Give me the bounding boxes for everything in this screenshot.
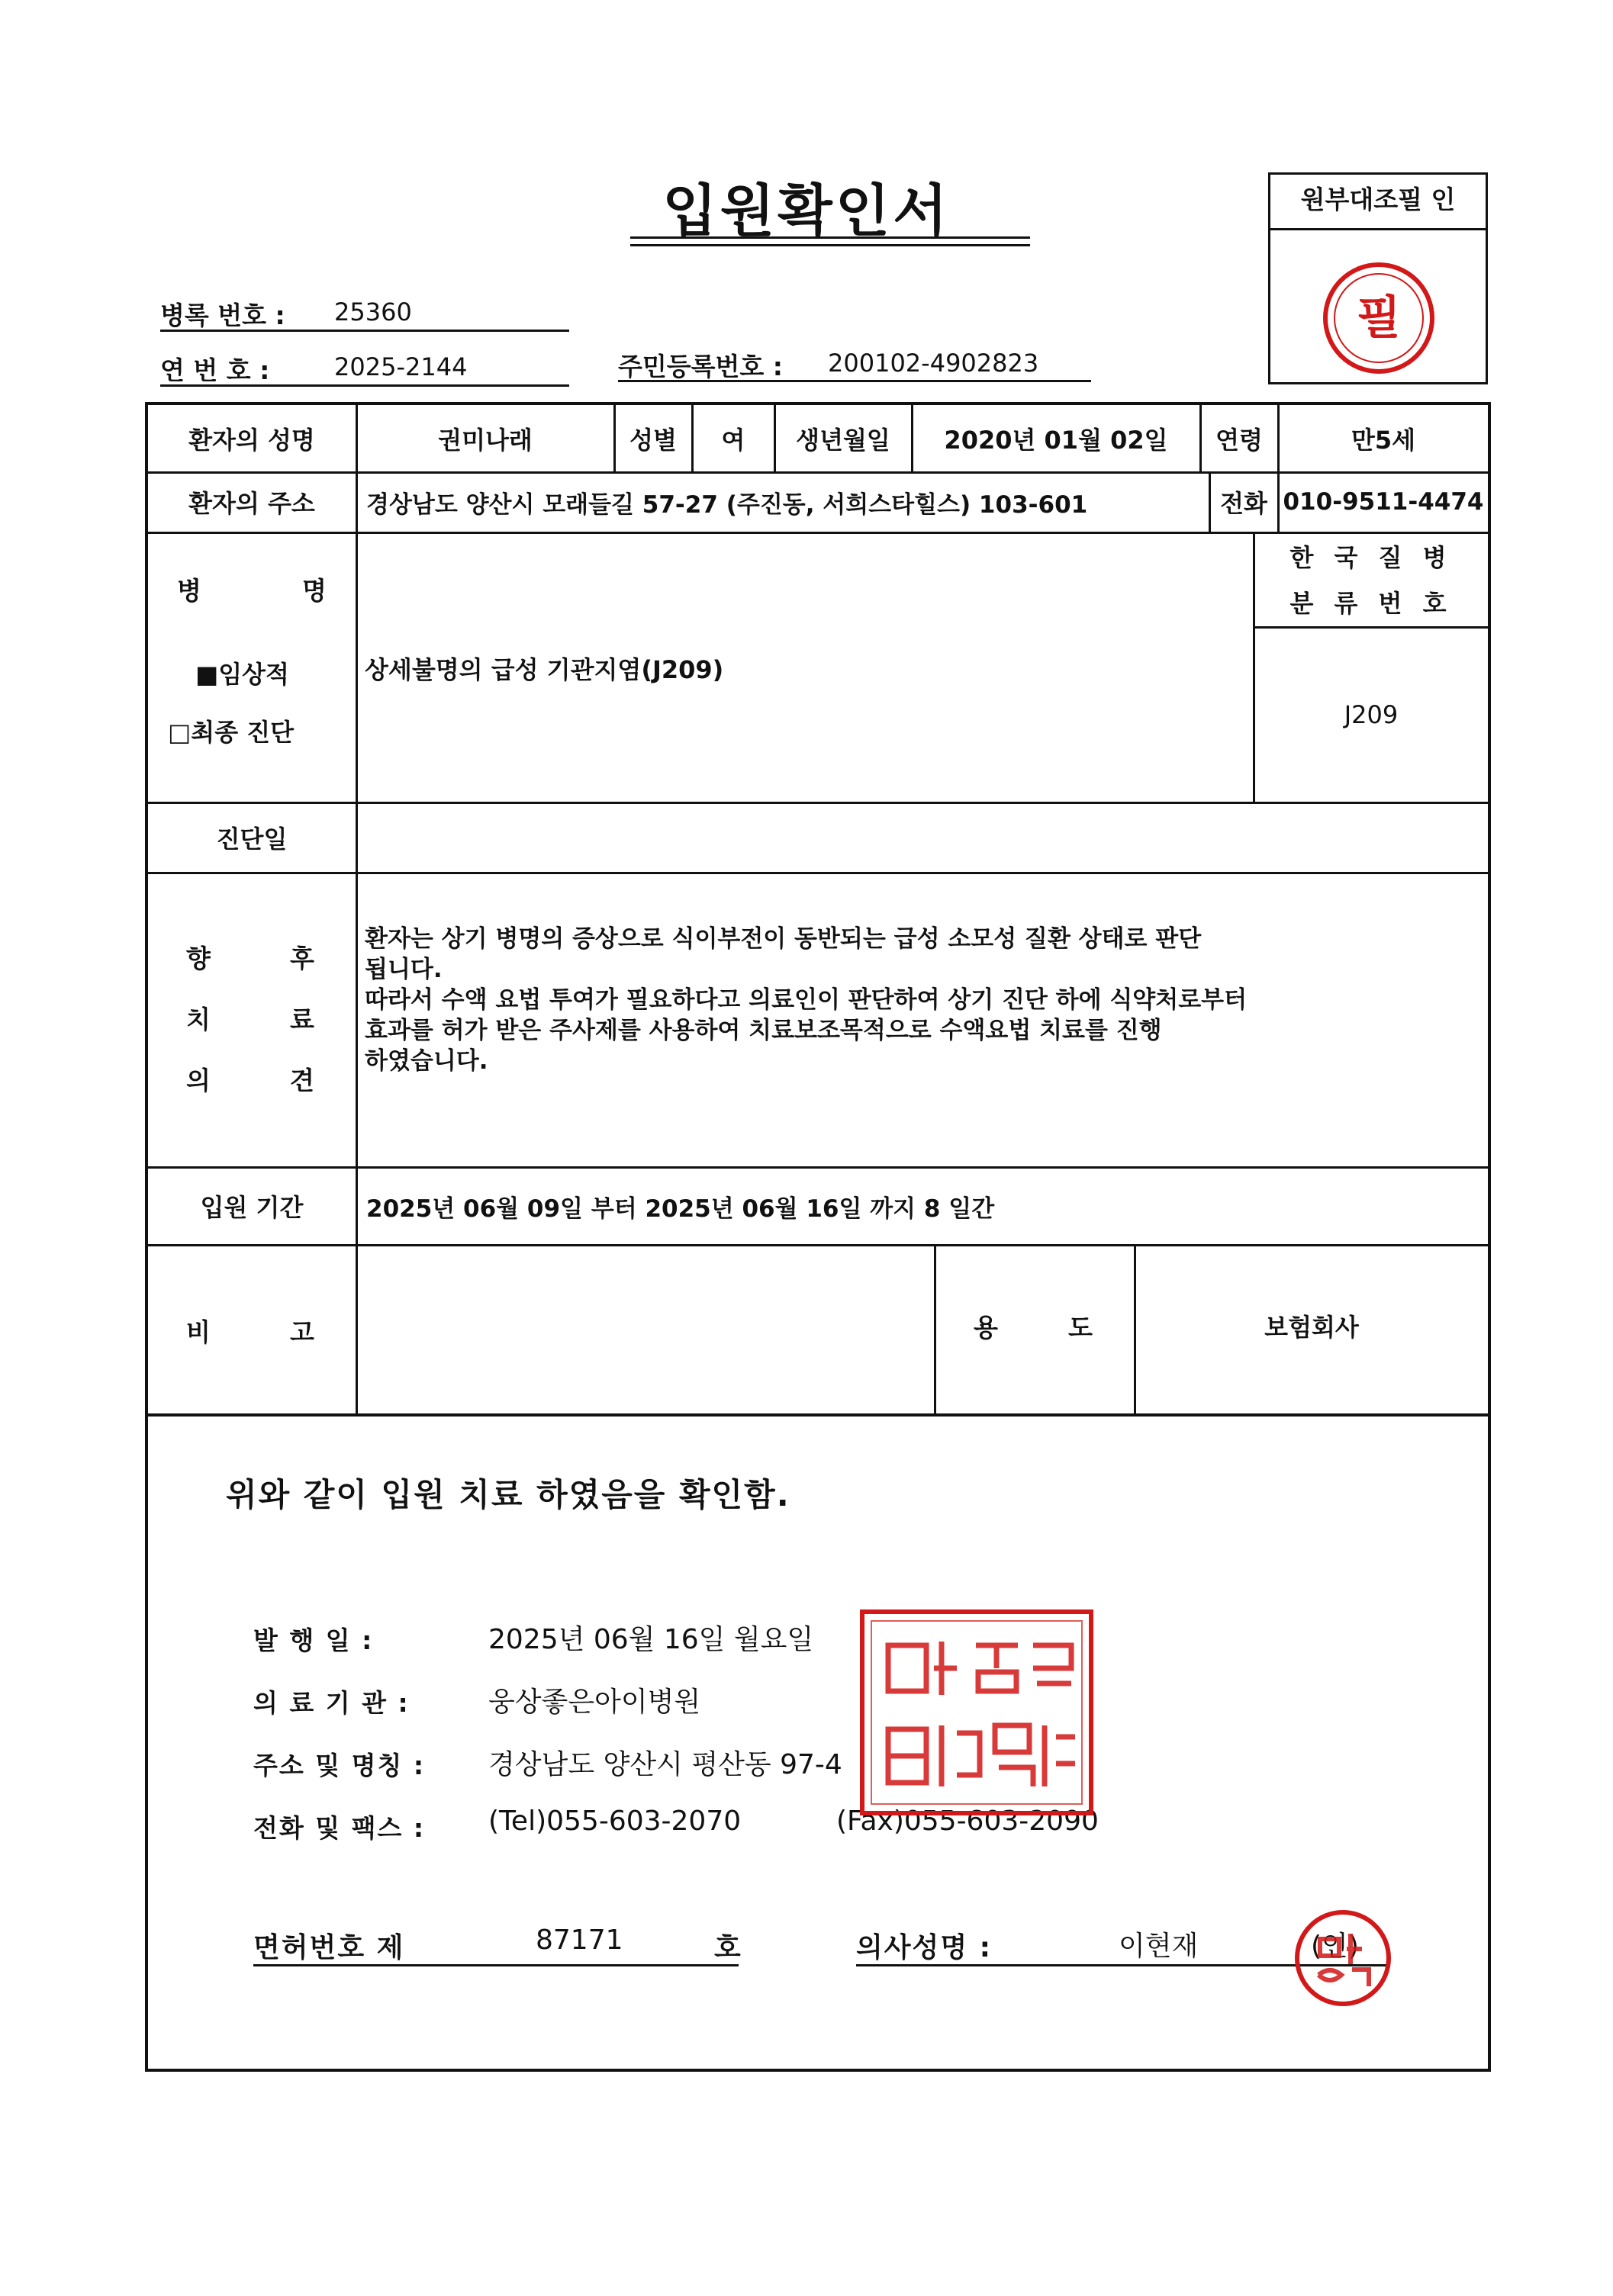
diagnosis-date-label: 진단일	[216, 825, 288, 854]
title-underline	[630, 236, 1030, 239]
kcd-label-2: 분 류 번 호	[1289, 589, 1453, 618]
serial-no-underline	[160, 384, 569, 387]
license-label: 면허번호 제	[253, 1932, 405, 1963]
resident-no-label: 주민등록번호 :	[618, 352, 783, 381]
serial-no: 2025-2144	[334, 352, 468, 381]
institution-fax: (Fax)055-603-2090	[836, 1806, 1099, 1837]
opinion-label-4: 료	[290, 1005, 314, 1034]
kcd-code: J209	[1344, 700, 1399, 729]
diagnosis-text: 상세불명의 급성 기관지염(J209)	[365, 655, 724, 684]
final-diagnosis-checkbox: □최종 진단	[168, 718, 295, 747]
phone-label: 전화	[1220, 489, 1267, 518]
opinion-label-6: 견	[290, 1066, 314, 1095]
patient-address: 경상남도 양산시 모래들길 57-27 (주진동, 서희스타힐스) 103-601	[366, 490, 1088, 519]
purpose-value: 보험회사	[1264, 1313, 1359, 1342]
record-no-label: 병록 번호 :	[160, 301, 285, 330]
license-suffix: 호	[714, 1932, 742, 1963]
institution-name: 웅상좋은아이병원	[488, 1687, 701, 1718]
seal-label: (인)	[1311, 1931, 1359, 1962]
age-label: 연령	[1215, 425, 1263, 455]
opinion-label-5: 의	[186, 1066, 211, 1095]
sex-label: 성별	[629, 425, 677, 455]
license-underline	[253, 1964, 739, 1966]
title-underline-double	[630, 244, 1030, 246]
approval-box	[1268, 172, 1488, 384]
address-label: 환자의 주소	[188, 489, 315, 518]
opinion-text: 환자는 상기 병명의 증상으로 식이부전이 동반되는 급성 소모성 질환 상태로 판단 됩니다. 따라서 수액 요법 투여가 필요하다고 의료인이 판단하여 상기 진단 하에 식약처로부터 효과를 허가 받은 주사제를 사용하여 치료보조목적으로 수액요법 치료를 진행 하였습니다.	[365, 925, 1248, 1075]
issue-date: 2025년 06월 16일 월요일	[488, 1624, 814, 1655]
remarks-label-2: 고	[290, 1317, 314, 1347]
purpose-label-1: 용	[974, 1313, 998, 1343]
institution-label: 의 료 기 관 :	[253, 1688, 410, 1718]
doctor-name: 이현재	[1119, 1931, 1199, 1962]
confirmation-text: 위와 같이 입원 치료 하였음을 확인함.	[226, 1476, 790, 1513]
approval-stamp-text: 필	[1357, 291, 1401, 345]
birth-date: 2020년 01월 02일	[944, 425, 1168, 455]
remarks-label-1: 비	[186, 1317, 211, 1347]
age: 만5세	[1351, 425, 1416, 455]
license-number: 87171	[536, 1925, 623, 1956]
serial-no-label: 연 번 호 :	[160, 355, 270, 385]
opinion-label-2: 후	[290, 944, 314, 973]
patient-name: 권미나래	[438, 425, 533, 455]
opinion-label-3: 치	[186, 1005, 211, 1034]
opinion-label-1: 향	[186, 944, 211, 973]
institution-address-label: 주소 및 명칭 :	[253, 1751, 426, 1780]
approval-label: 원부대조필 인	[1270, 175, 1486, 230]
institution-address: 경상남도 양산시 평산동 97-4	[488, 1749, 842, 1780]
admission-label: 입원 기간	[200, 1193, 304, 1222]
institution-tel: (Tel)055-603-2070	[488, 1806, 742, 1837]
kcd-label-1: 한 국 질 병	[1289, 543, 1453, 572]
resident-no-underline	[618, 380, 1091, 382]
remarks-value	[357, 1246, 943, 1413]
record-no-underline	[160, 330, 569, 332]
patient-phone: 010-9511-4474	[1283, 488, 1484, 516]
resident-no: 200102-4902823	[828, 349, 1039, 378]
doctor-seal-icon	[1289, 1905, 1396, 2011]
issue-date-label: 발 행 일 :	[253, 1626, 374, 1655]
record-no: 25360	[334, 297, 412, 326]
contact-label: 전화 및 팩스 :	[253, 1813, 426, 1843]
birth-label: 생년월일	[796, 425, 890, 455]
patient-name-label: 환자의 성명	[188, 425, 315, 455]
purpose-label-2: 도	[1068, 1313, 1093, 1343]
diagnosis-label-2: 명	[302, 576, 327, 606]
clinical-diagnosis-checkbox: ■임상적	[195, 660, 289, 689]
diagnosis-date	[357, 803, 1488, 872]
hospital-seal-icon	[850, 1600, 1109, 1828]
approval-stamp	[1318, 257, 1440, 379]
document-title: 입원확인서	[662, 178, 951, 244]
confirmation-block	[145, 1413, 1491, 2072]
patient-info-table	[145, 402, 1491, 1417]
doctor-name-label: 의사성명 :	[856, 1932, 993, 1963]
admission-period: 2025년 06월 09일 부터 2025년 06월 16일 까지 8 일간	[366, 1195, 995, 1223]
diagnosis-label-1: 병	[177, 576, 201, 606]
sex: 여	[721, 425, 745, 455]
